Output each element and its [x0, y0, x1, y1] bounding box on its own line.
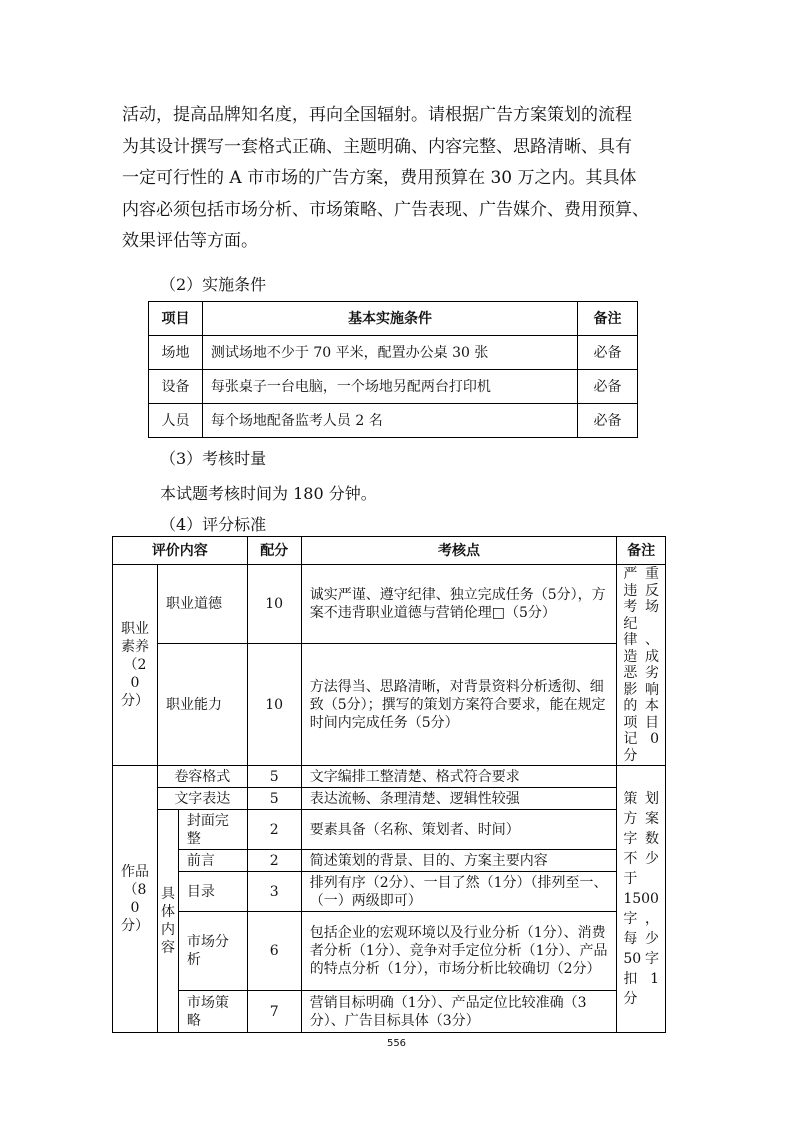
duration-text: 本试题考核时间为 180 分钟。	[160, 484, 377, 503]
section-heading-duration: （3）考核时量	[160, 449, 267, 468]
header-note: 备注	[617, 537, 666, 565]
scoring-table	[112, 536, 666, 1033]
criterion-points: 表达流畅、条理清楚、逻辑性较强	[301, 788, 617, 810]
table-row	[149, 404, 638, 438]
item-cell: 场地	[149, 336, 203, 370]
criterion-score: 2	[247, 810, 301, 850]
criterion-score: 3	[247, 872, 301, 912]
criterion-points: 包括企业的宏观环境以及行业分析（1分）、消费者分析（1分）、竞争对手定位分析（1分）、产品的特点分析（1分），市场分析比较确切（2分）	[301, 912, 617, 991]
criterion-name: 市场策略	[178, 991, 247, 1033]
table-row	[149, 370, 638, 404]
table-row	[113, 565, 666, 644]
table-header-row	[113, 537, 666, 565]
criterion-name: 职业能力	[158, 644, 248, 766]
note-cell: 必备	[578, 370, 638, 404]
table-row	[113, 991, 666, 1033]
criterion-points: 排列有序（2分）、一目了然（1分）（排列至一、（一）两级即可）	[301, 872, 617, 912]
criterion-points: 方法得当、思路清晰，对背景资料分析透彻、细致（5分）；撰写的策划方案符合要求，能在规定时间内完成任务（5分）	[301, 644, 617, 766]
criterion-points: 营销目标明确（1分）、产品定位比较准确（3分）、广告目标具体（3分）	[301, 991, 617, 1033]
section-heading-conditions: （2）实施条件	[160, 275, 267, 294]
item-cell: 人员	[149, 404, 203, 438]
condition-cell: 每张桌子一台电脑，一个场地另配两台打印机	[202, 370, 577, 404]
intro-line: 一定可行性的 A 市市场的广告方案，费用预算在 30 万之内。其具体	[122, 168, 637, 188]
criterion-name: 市场分析	[178, 912, 247, 991]
criterion-name: 卷容格式	[158, 766, 248, 788]
note-professional: 严重违反考场纪律、造成恶劣影响的本项目记0分	[617, 565, 666, 766]
item-cell: 设备	[149, 370, 203, 404]
table-row	[113, 766, 666, 788]
header-cell: 备注	[578, 302, 638, 336]
table-row	[113, 872, 666, 912]
table-row	[113, 644, 666, 766]
header-content: 评价内容	[113, 537, 248, 565]
intro-line: 为其设计撰写一套格式正确、主题明确、内容完整、思路清晰、具有	[122, 136, 632, 157]
condition-cell: 每个场地配备监考人员 2 名	[202, 404, 577, 438]
criterion-points: 简述策划的背景、目的、方案主要内容	[301, 850, 617, 872]
table-row	[113, 912, 666, 991]
intro-paragraph	[122, 100, 652, 258]
criterion-score: 6	[247, 912, 301, 991]
criterion-score: 5	[247, 788, 301, 810]
criterion-score: 5	[247, 766, 301, 788]
criterion-points: 文字编排工整清楚、格式符合要求	[301, 766, 617, 788]
intro-line: 活动，提高品牌知名度，再向全国辐射。请根据广告方案策划的流程	[122, 105, 632, 125]
criterion-score: 10	[247, 565, 301, 644]
table-header-row	[149, 302, 638, 336]
page-number: 556	[386, 1038, 407, 1049]
criterion-name: 目录	[178, 872, 247, 912]
criterion-name: 职业道德	[158, 565, 248, 644]
table-row	[113, 810, 666, 850]
specific-content-label: 具体内容	[158, 810, 179, 1033]
intro-line: 内容必须包括市场分析、市场策略、广告表现、广告媒介、费用预算、	[122, 199, 649, 220]
intro-line: 效果评估等方面。	[122, 231, 258, 251]
criterion-score: 7	[247, 991, 301, 1033]
conditions-table	[148, 301, 638, 438]
header-points: 考核点	[301, 537, 617, 565]
table-row	[113, 788, 666, 810]
header-score: 配分	[247, 537, 301, 565]
header-cell: 基本实施条件	[202, 302, 577, 336]
criterion-name: 前言	[178, 850, 247, 872]
condition-cell: 测试场地不少于 70 平米，配置办公桌 30 张	[202, 336, 577, 370]
table-row	[113, 850, 666, 872]
criterion-score: 2	[247, 850, 301, 872]
note-cell: 必备	[578, 336, 638, 370]
criterion-name: 封面完整	[178, 810, 247, 850]
criterion-points: 诚实严谨、遵守纪律、独立完成任务（5分），方案不违背职业道德与营销伦理□（5分）	[301, 565, 617, 644]
category-work: 作品（80分）	[113, 766, 158, 1033]
criterion-points: 要素具备（名称、策划者、时间）	[301, 810, 617, 850]
category-professional: 职业素养（20分）	[113, 565, 158, 766]
section-heading-scoring: （4）评分标准	[160, 515, 267, 534]
table-row	[149, 336, 638, 370]
header-cell: 项目	[149, 302, 203, 336]
criterion-score: 10	[247, 644, 301, 766]
note-cell: 必备	[578, 404, 638, 438]
note-work: 策划方案字数不少于1500字，每少50字扣1分	[617, 766, 666, 1033]
criterion-name: 文字表达	[158, 788, 248, 810]
